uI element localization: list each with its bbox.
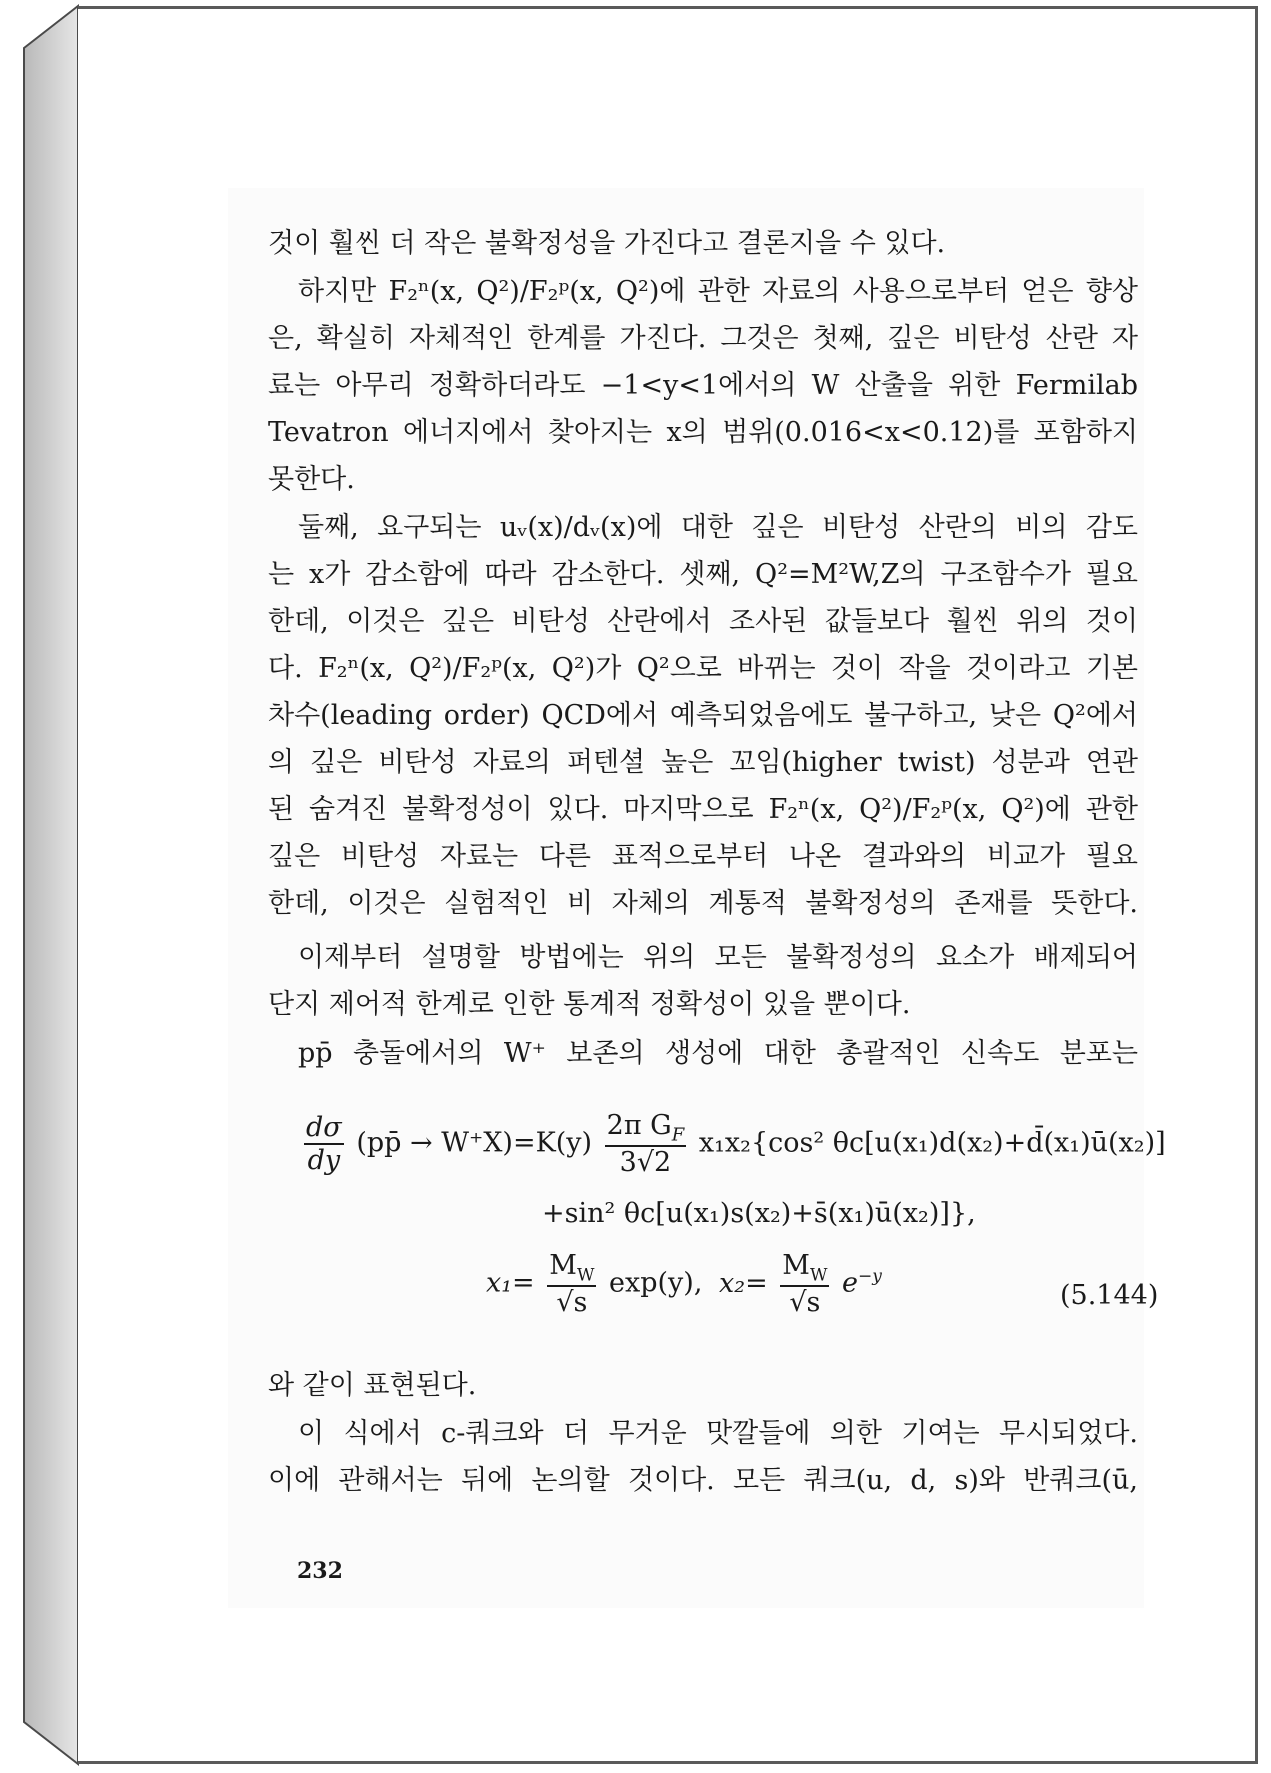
paragraph-3 <box>268 504 1138 927</box>
text-line: 한데, 이것은 깊은 비탄성 산란에서 조사된 값들보다 훨씬 위의 것이 <box>268 606 1138 637</box>
text-line: 와 같이 표현된다. <box>268 1370 477 1401</box>
mw-over-sqrt-s: $\frac{M_W}{√s}$ <box>782 1250 828 1319</box>
text-line: 한데, 이것은 실험적인 비 자체의 계통적 불확정성의 존재를 뜻한다. <box>268 888 1138 919</box>
text-line: 이 식에서 c-쿼크와 더 무거운 맛깔들에 의한 기여는 무시되었다. <box>298 1418 1138 1449</box>
equation-term: x₁x₂{cos² θc[u(x₁)d(x₂)+d̄(x₁)ū(x₂)] <box>698 1127 1166 1159</box>
text-line: 는 x가 감소함에 따라 감소한다. 셋째, Q²=M²W,Z의 구조함수가 필요 <box>268 559 1138 590</box>
text-line: Tevatron 에너지에서 찾아지는 x의 범위(0.016<x<0.12)를 포함하지 <box>268 417 1138 448</box>
page-number: 232 <box>297 1558 343 1584</box>
derivative-fraction: $\frac{d\sigma}{dy}$ <box>306 1112 342 1177</box>
text-line: pp̄ 충돌에서의 W⁺ 보존의 생성에 대한 총괄적인 신속도 분포는 <box>298 1038 1138 1069</box>
text-line: 료는 아무리 정확하더라도 −1<y<1에서의 W 산출을 위한 Fermilab <box>268 370 1138 401</box>
coefficient-fraction: $\frac{2\pi G_F}{3√2}$ <box>606 1110 685 1179</box>
book-spine <box>0 0 80 1773</box>
text-line: 못한다. <box>268 464 355 495</box>
paragraph-5 <box>268 1030 1138 1077</box>
equation-term: (pp̄ → W⁺X)=K(y) <box>356 1127 593 1159</box>
text-line: 차수(leading order) QCD에서 예측되었음에도 불구하고, 낮은 Q²에서 <box>268 700 1138 731</box>
paragraph-2 <box>268 268 1138 503</box>
text-line: 둘째, 요구되는 uᵥ(x)/dᵥ(x)에 대한 깊은 비탄성 산란의 비의 감도 <box>298 512 1138 543</box>
paragraph-6 <box>268 1362 1138 1409</box>
text-line: 깊은 비탄성 자료는 다른 표적으로부터 나온 결과와의 비교가 필요 <box>268 841 1138 872</box>
text-line: 된 숨겨진 불확정성이 있다. 마지막으로 F₂ⁿ(x, Q²)/F₂ᵖ(x, Q²)에 관한 <box>268 794 1138 825</box>
paragraph-7 <box>268 1410 1138 1504</box>
text-line: 이제부터 설명할 방법에는 위의 모든 불확정성의 요소가 배제되어 <box>298 942 1138 973</box>
text-line: 은, 확실히 자체적인 한계를 가진다. 그것은 첫째, 깊은 비탄성 산란 자 <box>268 323 1138 354</box>
text-line: 단지 제어적 한계로 인한 통계적 정확성이 있을 뿐이다. <box>268 989 911 1020</box>
paragraph-1 <box>268 220 1138 267</box>
text-line: 이에 관해서는 뒤에 논의할 것이다. 모든 쿼크(u, d, s)와 반쿼크(ū, <box>268 1465 1138 1496</box>
text-line: 하지만 F₂ⁿ(x, Q²)/F₂ᵖ(x, Q²)에 관한 자료의 사용으로부터 얻은 향상 <box>298 276 1138 307</box>
equation-line-1 <box>300 1110 1166 1178</box>
text-line: 다. F₂ⁿ(x, Q²)/F₂ᵖ(x, Q²)가 Q²으로 바뀌는 것이 작을 것이라고 기본 <box>268 653 1138 684</box>
paragraph-4 <box>268 934 1138 1028</box>
text-line: 것이 훨씬 더 작은 불확정성을 가진다고 결론지을 수 있다. <box>268 228 946 259</box>
equation-line-3: x₁= $\frac{M_W}{√s}$ exp(y), x₂= $\frac{M_W}{√s}$ $e^{-y}$ <box>486 1250 882 1319</box>
equation-line-2: +sin² θc[u(x₁)s(x₂)+s̄(x₁)ū(x₂)]}, <box>542 1198 976 1229</box>
mw-over-sqrt-s: $\frac{M_W}{√s}$ <box>549 1250 595 1319</box>
text-line: 의 깊은 비탄성 자료의 퍼텐셜 높은 꼬임(higher twist) 성분과 연관 <box>268 747 1138 778</box>
equation-number: (5.144) <box>1060 1280 1159 1311</box>
